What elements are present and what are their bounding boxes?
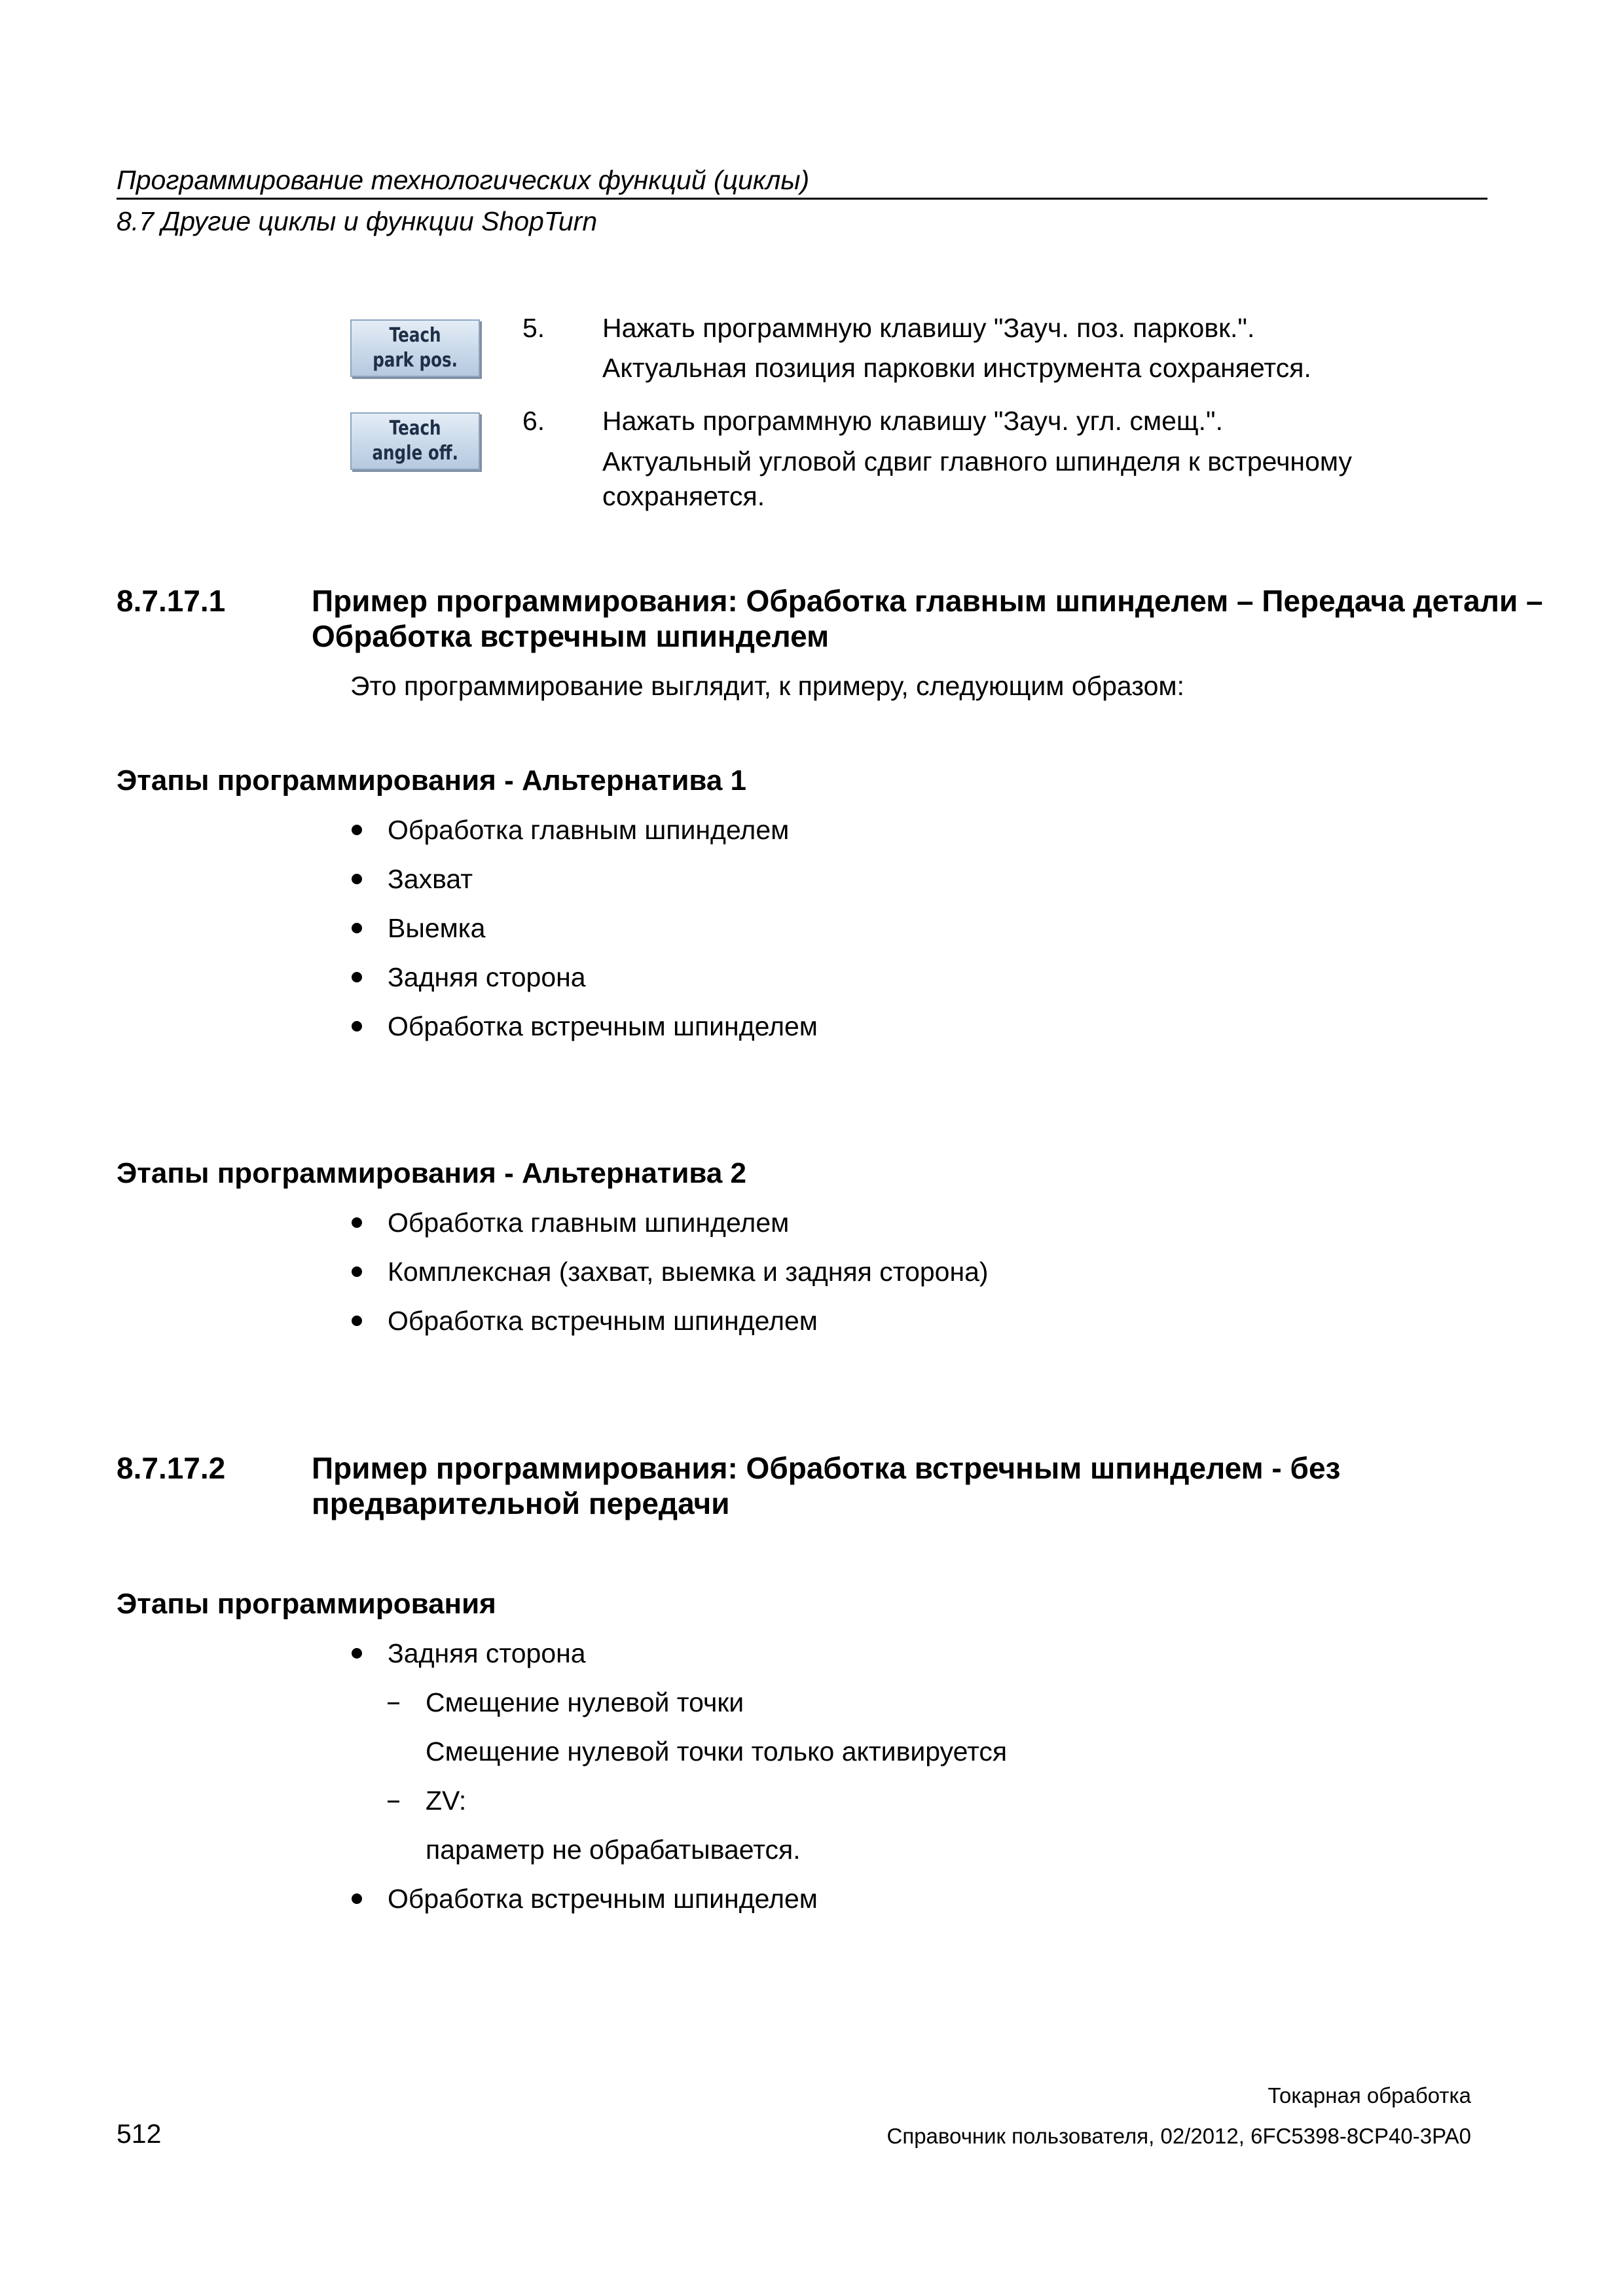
bullet [352,874,362,884]
bullet [352,972,362,982]
sub-item: Смещение нулевой точки [426,1687,744,1717]
softkey-label-line1: Teach [389,324,441,347]
section-title-cont: Обработка встречным шпинделем [312,619,830,653]
dash-marker [388,1702,399,1704]
bullet [352,1893,362,1904]
section-number: 8.7.17.2 [117,1451,226,1485]
page-number: 512 [117,2119,162,2149]
list-item: Выемка [388,913,486,943]
list-item: Комплексная (захват, выемка и задняя сторона) [388,1257,989,1287]
alt1-heading: Этапы программирования - Альтернатива 1 [117,764,747,797]
section-title-cont: предварительной передачи [312,1486,730,1520]
step-result: Актуальный угловой сдвиг главного шпинделя к встречному [602,446,1353,476]
bullet [352,1316,362,1326]
list-item: Захват [388,864,473,894]
dash-marker [388,1801,399,1803]
sub-item: ZV: [426,1785,467,1816]
section-title: Пример программирования: Обработка встречным шпинделем - без [312,1451,1341,1485]
header-rule [117,198,1487,200]
header-chapter: Программирование технологических функций (циклы) [117,165,810,195]
softkey-label-line2: angle off. [372,442,458,465]
teach-park-pos-softkey[interactable] [350,319,480,377]
list-item: Обработка главным шпинделем [388,815,790,845]
list-item: Обработка встречным шпинделем [388,1011,818,1041]
step-result-cont: сохраняется. [602,481,765,511]
list-item: Задняя сторона [388,1638,586,1668]
bullet [352,1648,362,1659]
list-item: Обработка главным шпинделем [388,1208,790,1238]
softkey-label-line2: park pos. [373,349,458,372]
list-item: Обработка встречным шпинделем [388,1306,818,1336]
bullet [352,923,362,933]
footer-book-info: Справочник пользователя, 02/2012, 6FC5398-8CP40-3PA0 [886,2124,1471,2148]
step-number: 6. [522,406,545,436]
bullet [352,1021,362,1031]
header-section: 8.7 Другие циклы и функции ShopTurn [117,206,598,236]
section-number: 8.7.17.1 [117,584,226,618]
section-intro: Это программирование выглядит, к примеру, следующим образом: [350,671,1184,701]
teach-angle-off-softkey[interactable] [350,412,480,470]
footer-book-title: Токарная обработка [1267,2083,1471,2108]
step-result: Актуальная позиция парковки инструмента сохраняется. [602,353,1311,383]
alt2-heading: Этапы программирования - Альтернатива 2 [117,1157,747,1189]
bullet [352,825,362,835]
step-instruction: Нажать программную клавишу "Зауч. поз. парковк.". [602,313,1255,343]
list-item: Обработка встречным шпинделем [388,1884,818,1914]
steps-heading: Этапы программирования [117,1588,496,1620]
sub-item-text: Смещение нулевой точки только активируется [426,1736,1008,1767]
section-title: Пример программирования: Обработка главным шпинделем – Передача детали – [312,584,1543,618]
bullet [352,1266,362,1277]
step-instruction: Нажать программную клавишу "Зауч. угл. смещ.". [602,406,1224,436]
bullet [352,1217,362,1228]
step-number: 5. [522,313,545,343]
sub-item-text: параметр не обрабатывается. [426,1835,801,1865]
softkey-label-line1: Teach [389,417,441,440]
list-item: Задняя сторона [388,962,586,992]
